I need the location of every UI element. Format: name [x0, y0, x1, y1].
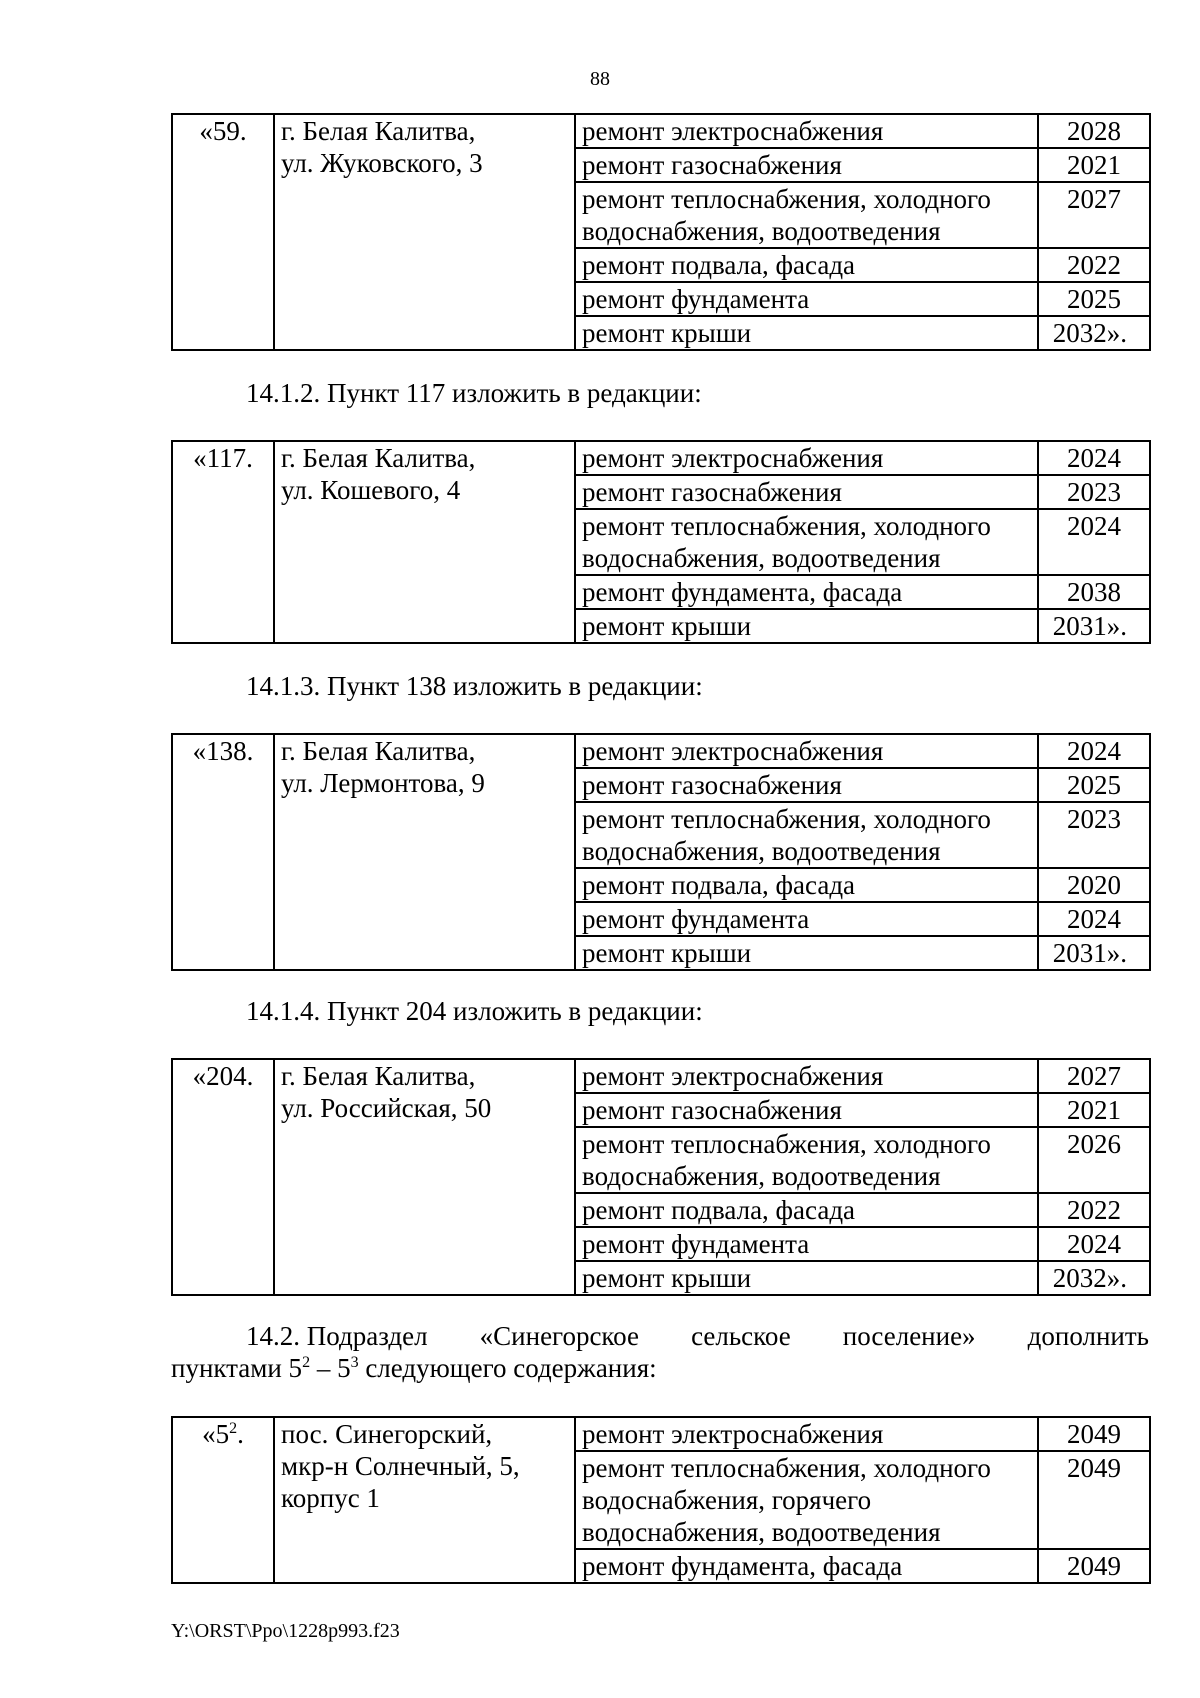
- paragraph-word: «Синегорское: [479, 1321, 639, 1351]
- work-cell: ремонт крыши: [575, 936, 1038, 970]
- work-line: водоснабжения, водоотведения: [582, 216, 941, 246]
- work-line: водоснабжения, водоотведения: [582, 1161, 941, 1191]
- work-line: водоснабжения, водоотведения: [582, 543, 941, 573]
- work-line: ремонт теплоснабжения, холодного: [582, 804, 991, 834]
- year-cell: 2027: [1038, 182, 1150, 248]
- work-cell: ремонт электроснабжения: [575, 1417, 1038, 1451]
- year-cell: 2032».: [1038, 316, 1150, 350]
- paragraph-word: 14.2. Подраздел: [246, 1321, 428, 1351]
- item-number: «138.: [172, 734, 274, 970]
- year-cell: 2031».: [1038, 936, 1150, 970]
- address-line: ул. Жуковского, 3: [281, 148, 483, 178]
- year-cell: 2038: [1038, 575, 1150, 609]
- work-cell: ремонт электроснабжения: [575, 1059, 1038, 1093]
- paragraph-word: сельское: [691, 1321, 791, 1351]
- year-cell: 2031».: [1038, 609, 1150, 643]
- year-cell: 2025: [1038, 768, 1150, 802]
- footer-file-path: Y:\ORST\Ppo\1228p993.f23: [171, 1620, 400, 1642]
- item-table-117: [171, 440, 1151, 644]
- item-number: «59.: [172, 114, 274, 350]
- address-cell: [274, 441, 575, 643]
- address-line: г. Белая Калитва,: [281, 116, 476, 146]
- address-line: мкр-н Солнечный, 5,: [281, 1451, 520, 1481]
- work-cell: ремонт электроснабжения: [575, 734, 1038, 768]
- paragraph-word: дополнить: [1027, 1321, 1149, 1351]
- year-cell: 2021: [1038, 148, 1150, 182]
- year-cell: 2021: [1038, 1093, 1150, 1127]
- work-line: ремонт теплоснабжения, холодного: [582, 1453, 991, 1483]
- work-cell: ремонт крыши: [575, 609, 1038, 643]
- paragraph-text: следующего содержания:: [358, 1353, 657, 1383]
- item-table-59: [171, 113, 1151, 351]
- work-line: водоснабжения, водоотведения: [582, 1517, 941, 1547]
- paragraph-14-1-4: 14.1.4. Пункт 204 изложить в редакции:: [246, 996, 703, 1026]
- page-number: 88: [590, 68, 610, 90]
- paragraph-word: поселение»: [842, 1321, 976, 1351]
- year-cell: 2049: [1038, 1549, 1150, 1583]
- address-cell: [274, 1059, 575, 1295]
- paragraph-14-1-2: 14.1.2. Пункт 117 изложить в редакции:: [246, 378, 702, 408]
- address-line: ул. Лермонтова, 9: [281, 768, 485, 798]
- work-cell: [575, 509, 1038, 575]
- year-cell: 2028: [1038, 114, 1150, 148]
- work-cell: ремонт газоснабжения: [575, 1093, 1038, 1127]
- address-cell: [274, 1417, 575, 1583]
- year-cell: 2027: [1038, 1059, 1150, 1093]
- year-cell: 2020: [1038, 868, 1150, 902]
- work-cell: ремонт фундамента: [575, 1227, 1038, 1261]
- year-cell: 2024: [1038, 734, 1150, 768]
- superscript: 3: [350, 1354, 359, 1371]
- work-cell: ремонт электроснабжения: [575, 441, 1038, 475]
- address-line: ул. Российская, 50: [281, 1093, 492, 1123]
- year-cell: 2049: [1038, 1451, 1150, 1549]
- paragraph-text: – 5: [310, 1353, 351, 1383]
- item-table-5-2: [171, 1416, 1151, 1584]
- year-cell: 2023: [1038, 475, 1150, 509]
- work-cell: ремонт газоснабжения: [575, 148, 1038, 182]
- work-line: ремонт теплоснабжения, холодного: [582, 184, 991, 214]
- work-cell: [575, 182, 1038, 248]
- work-cell: ремонт газоснабжения: [575, 768, 1038, 802]
- work-cell: ремонт фундамента, фасада: [575, 1549, 1038, 1583]
- paragraph-text: пунктами 5: [171, 1353, 303, 1383]
- work-cell: ремонт газоснабжения: [575, 475, 1038, 509]
- paragraph-14-2: [171, 1320, 1149, 1384]
- work-cell: [575, 1451, 1038, 1549]
- year-cell: 2049: [1038, 1417, 1150, 1451]
- year-cell: 2025: [1038, 282, 1150, 316]
- year-cell: 2024: [1038, 1227, 1150, 1261]
- work-cell: ремонт фундамента, фасада: [575, 575, 1038, 609]
- work-line: ремонт теплоснабжения, холодного: [582, 1129, 991, 1159]
- item-number-tail: .: [237, 1419, 244, 1449]
- superscript: 2: [302, 1354, 311, 1371]
- year-cell: 2022: [1038, 248, 1150, 282]
- paragraph-14-1-3: 14.1.3. Пункт 138 изложить в редакции:: [246, 671, 703, 701]
- item-number: «117.: [172, 441, 274, 643]
- year-cell: 2026: [1038, 1127, 1150, 1193]
- work-cell: ремонт крыши: [575, 1261, 1038, 1295]
- work-line: водоснабжения, горячего: [582, 1485, 872, 1515]
- address-line: ул. Кошевого, 4: [281, 475, 461, 505]
- item-number: «204.: [172, 1059, 274, 1295]
- work-cell: ремонт электроснабжения: [575, 114, 1038, 148]
- item-table-204: [171, 1058, 1151, 1296]
- address-line: корпус 1: [281, 1483, 380, 1513]
- address-cell: [274, 114, 575, 350]
- paragraph-line: [171, 1320, 1149, 1352]
- work-cell: [575, 802, 1038, 868]
- work-cell: ремонт подвала, фасада: [575, 248, 1038, 282]
- item-table-138: [171, 733, 1151, 971]
- work-cell: ремонт подвала, фасада: [575, 1193, 1038, 1227]
- address-line: г. Белая Калитва,: [281, 736, 476, 766]
- address-line: г. Белая Калитва,: [281, 1061, 476, 1091]
- address-line: г. Белая Калитва,: [281, 443, 476, 473]
- item-number: [172, 1417, 274, 1583]
- work-cell: [575, 1127, 1038, 1193]
- superscript: 2: [229, 1420, 238, 1437]
- work-line: ремонт теплоснабжения, холодного: [582, 511, 991, 541]
- address-line: пос. Синегорский,: [281, 1419, 493, 1449]
- item-number-base: «5: [202, 1419, 230, 1449]
- year-cell: 2032».: [1038, 1261, 1150, 1295]
- work-cell: ремонт фундамента: [575, 282, 1038, 316]
- work-line: водоснабжения, водоотведения: [582, 836, 941, 866]
- work-cell: ремонт подвала, фасада: [575, 868, 1038, 902]
- work-cell: ремонт крыши: [575, 316, 1038, 350]
- year-cell: 2024: [1038, 509, 1150, 575]
- year-cell: 2022: [1038, 1193, 1150, 1227]
- year-cell: 2024: [1038, 441, 1150, 475]
- year-cell: 2023: [1038, 802, 1150, 868]
- year-cell: 2024: [1038, 902, 1150, 936]
- paragraph-line: [171, 1352, 1149, 1384]
- address-cell: [274, 734, 575, 970]
- work-cell: ремонт фундамента: [575, 902, 1038, 936]
